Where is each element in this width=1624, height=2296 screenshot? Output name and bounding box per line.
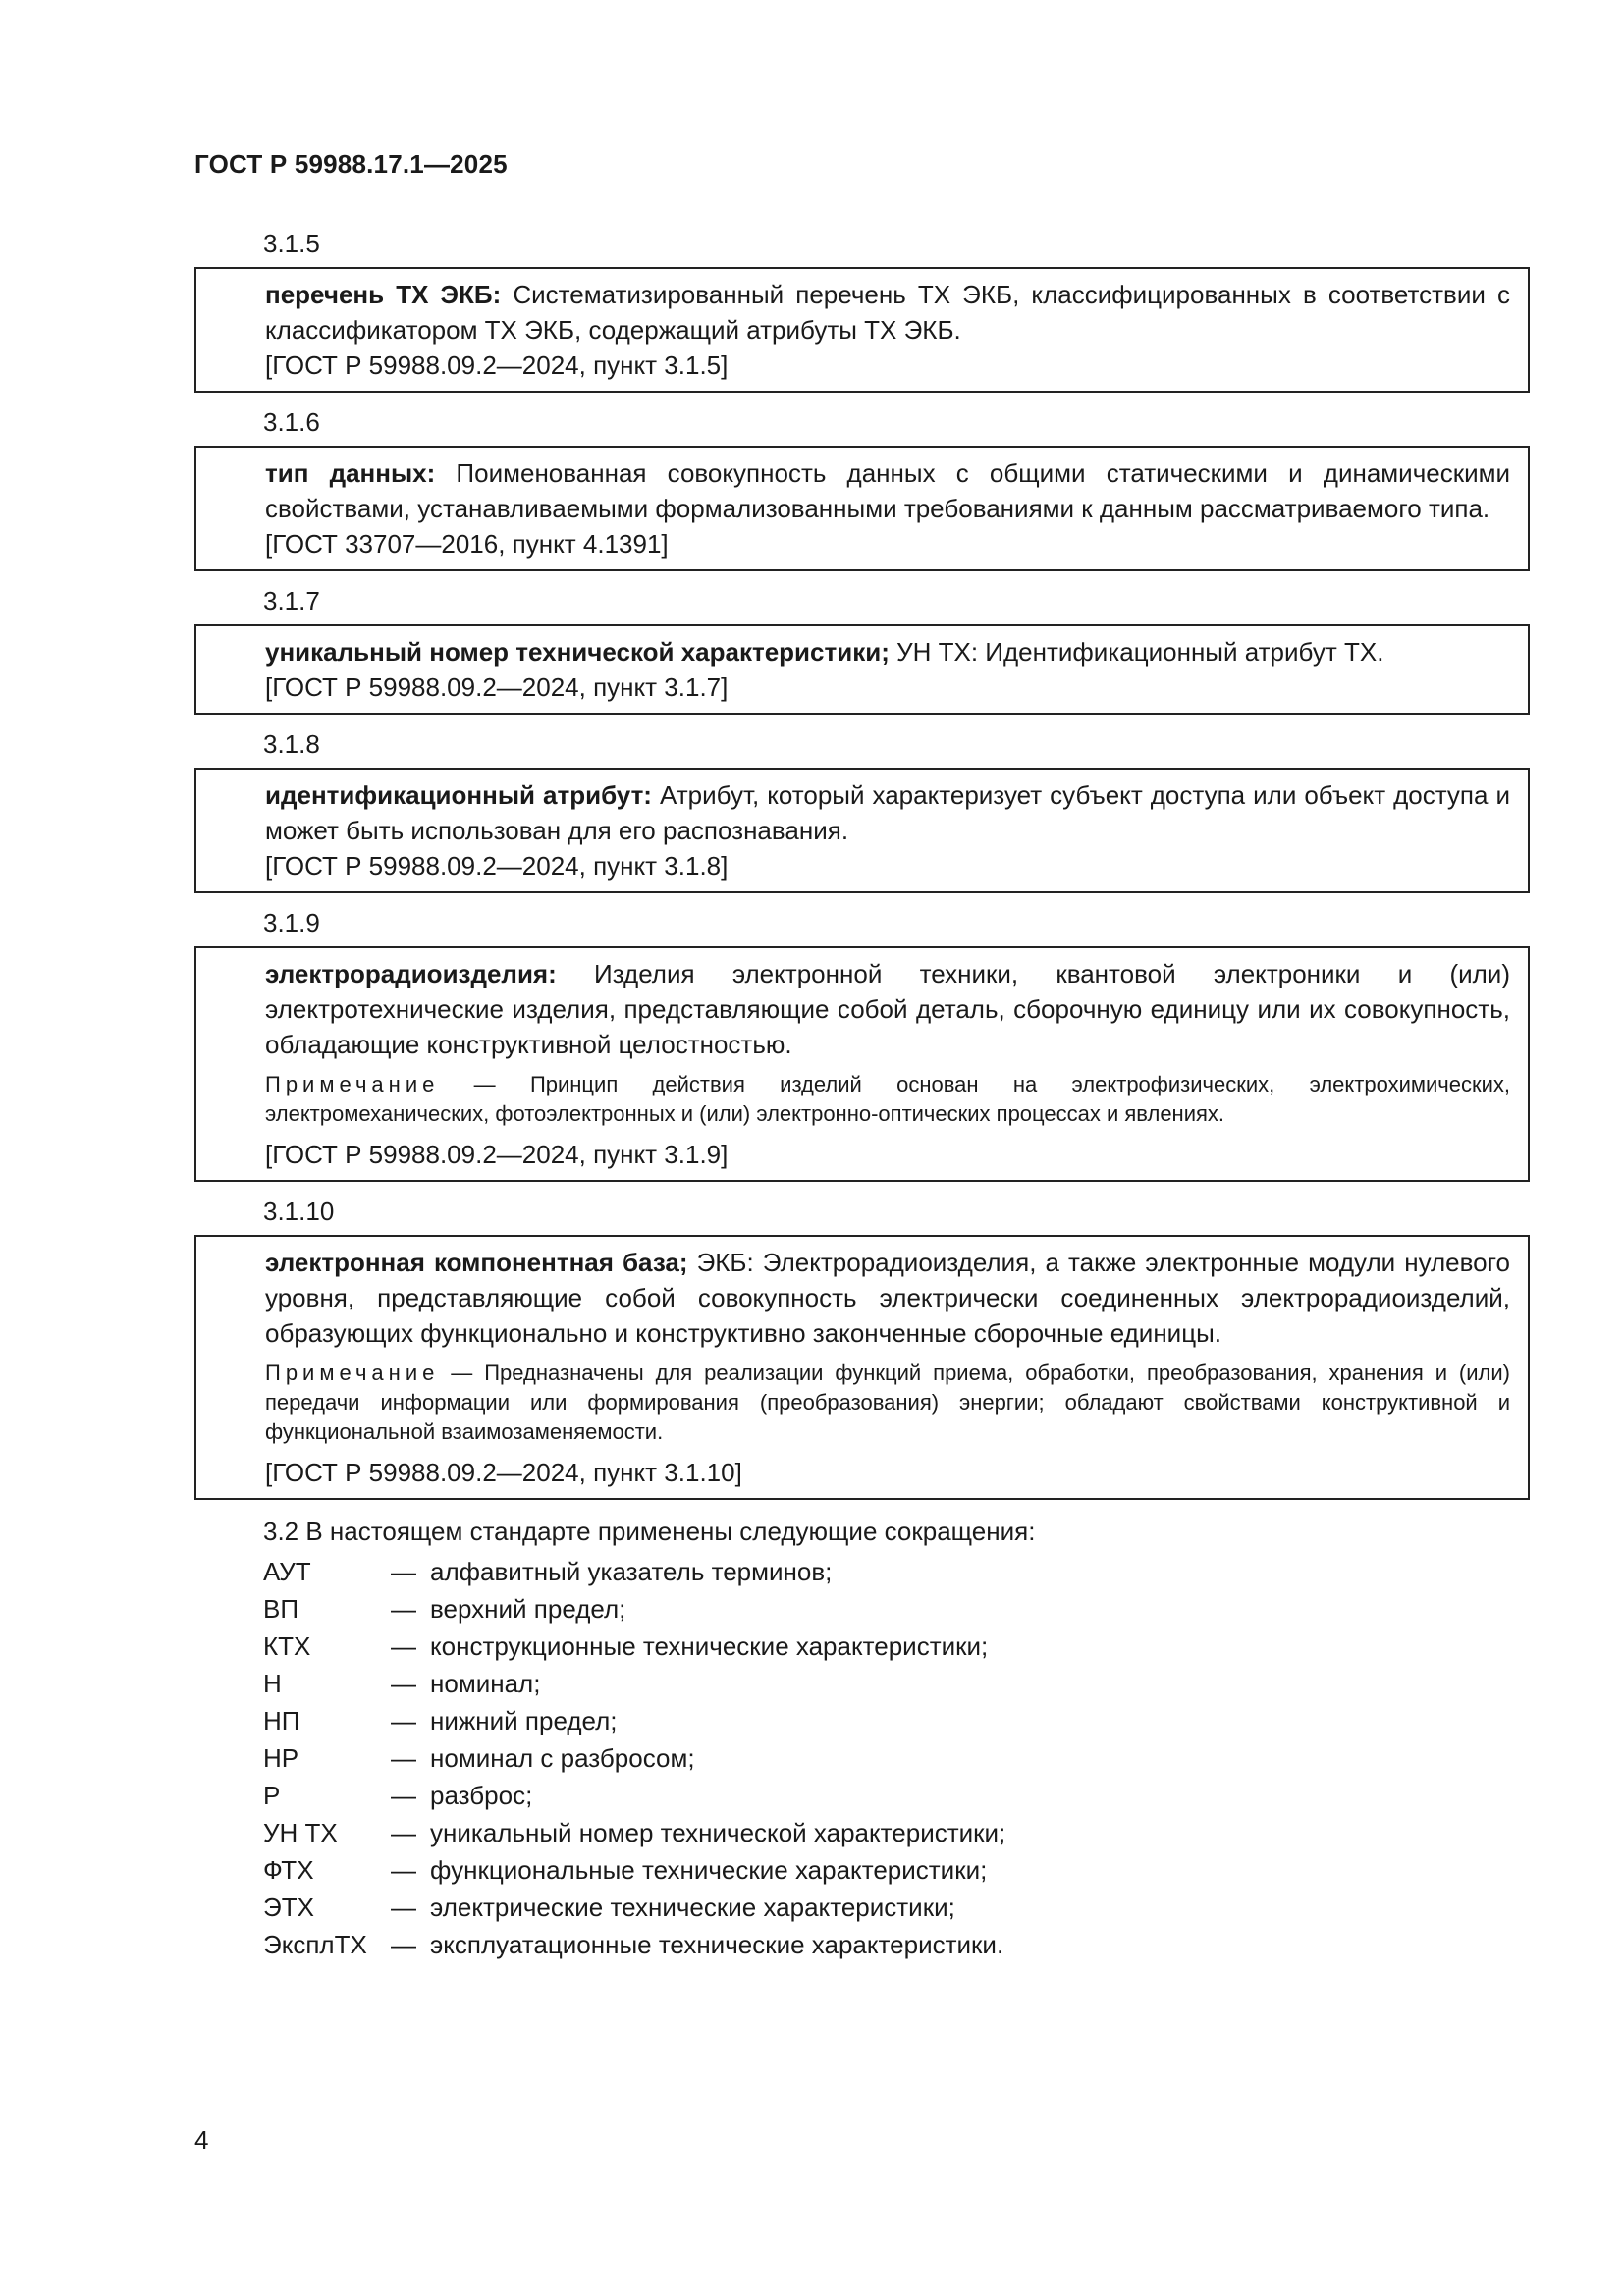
note-text: — Принцип действия изделий основан на электрофизических, электрохимических, электромеханических, фотоэлектронных и (или) электронно-оптических процессах и явлениях. [265, 1072, 1510, 1126]
page-number: 4 [194, 2125, 209, 2155]
term-definition-box [194, 946, 1530, 1182]
term-number: 3.1.6 [263, 407, 320, 437]
terms-section [194, 226, 1530, 1963]
abbr-code: НР [263, 1743, 299, 1773]
document-header: ГОСТ Р 59988.17.1—2025 [194, 149, 508, 179]
term-definition-box [194, 624, 1530, 715]
abbr-meaning: нижний предел; [430, 1706, 618, 1735]
term-definition [265, 277, 1510, 347]
abbr-dash: — [391, 1594, 416, 1624]
abbr-code: УН ТХ [263, 1818, 338, 1847]
term-definition-box [194, 768, 1530, 893]
list-item [263, 1889, 1005, 1926]
list-item [263, 1739, 1005, 1777]
abbr-meaning: функциональные технические характеристики; [430, 1855, 988, 1885]
abbr-meaning: алфавитный указатель терминов; [430, 1557, 833, 1586]
term-number: 3.1.8 [263, 729, 320, 759]
term-text: Изделия электронной техники, квантовой электроники и (или) электротехнические изделия, представляющие собой деталь, сборочную единицу или их совокупность, обладающие конструктивной целостностью. [265, 959, 1510, 1059]
abbreviations-list [263, 1553, 1005, 1963]
term-source: [ГОСТ Р 59988.09.2—2024, пункт 3.1.7] [265, 672, 729, 702]
term-definition [265, 777, 1510, 848]
term-text: УН ТХ: Идентификационный атрибут ТХ. [889, 637, 1384, 667]
term-source: [ГОСТ Р 59988.09.2—2024, пункт 3.1.10] [265, 1458, 742, 1487]
term-name: перечень ТХ ЭКБ: [265, 280, 502, 309]
abbr-dash: — [391, 1669, 416, 1698]
abbreviations-intro: 3.2 В настоящем стандарте применены следующие сокращения: [263, 1517, 1036, 1546]
abbr-code: АУТ [263, 1557, 311, 1586]
term-source: [ГОСТ Р 59988.09.2—2024, пункт 3.1.8] [265, 851, 729, 881]
abbr-meaning: номинал; [430, 1669, 541, 1698]
list-item [263, 1926, 1005, 1963]
abbr-code: ЭксплТХ [263, 1930, 367, 1959]
term-source: [ГОСТ 33707—2016, пункт 4.1391] [265, 529, 669, 559]
list-item [263, 1851, 1005, 1889]
abbr-code: ЭТХ [263, 1893, 314, 1922]
term-name: идентификационный атрибут: [265, 780, 652, 810]
list-item [263, 1777, 1005, 1814]
abbr-meaning: разброс; [430, 1781, 533, 1810]
list-item [263, 1702, 1005, 1739]
term-name: тип данных: [265, 458, 436, 488]
term-definition-box [194, 446, 1530, 571]
term-text: Поименованная совокупность данных с общими статическими и динамическими свойствами, устанавливаемыми формализованными требованиями к данным рассматриваемого типа. [265, 458, 1511, 523]
term-text: ЭКБ: Электрорадиоизделия, а также электронные модули нулевого уровня, представляющие собой совокупность электрически соединенных электрорадиоизделий, образующих функционально и конструктивно законченные сборочные единицы. [265, 1248, 1510, 1348]
term-definition-box [194, 1235, 1530, 1500]
list-item [263, 1814, 1005, 1851]
note-label: Примечание [265, 1072, 440, 1096]
abbr-dash: — [391, 1706, 416, 1735]
list-item [263, 1553, 1005, 1590]
abbr-dash: — [391, 1855, 416, 1885]
abbr-code: Н [263, 1669, 282, 1698]
term-note [265, 1070, 1510, 1129]
term-number: 3.1.10 [263, 1197, 335, 1226]
abbr-dash: — [391, 1818, 416, 1847]
note-label: Примечание [265, 1361, 440, 1385]
term-number: 3.1.9 [263, 908, 320, 937]
term-definition [265, 956, 1510, 1062]
abbr-dash: — [391, 1930, 416, 1959]
abbr-dash: — [391, 1631, 416, 1661]
term-definition [265, 634, 1510, 669]
abbr-meaning: уникальный номер технической характеристики; [430, 1818, 1006, 1847]
abbr-dash: — [391, 1781, 416, 1810]
list-item [263, 1628, 1005, 1665]
term-name: электронная компонентная база; [265, 1248, 688, 1277]
abbr-meaning: номинал с разбросом; [430, 1743, 695, 1773]
abbr-code: КТХ [263, 1631, 311, 1661]
term-definition [265, 455, 1510, 526]
term-name: электрорадиоизделия: [265, 959, 557, 988]
abbr-code: ФТХ [263, 1855, 314, 1885]
term-definition-box [194, 267, 1530, 393]
term-source: [ГОСТ Р 59988.09.2—2024, пункт 3.1.5] [265, 350, 729, 380]
abbr-meaning: конструкционные технические характеристики; [430, 1631, 989, 1661]
term-definition [265, 1245, 1510, 1351]
term-note [265, 1359, 1510, 1447]
term-source: [ГОСТ Р 59988.09.2—2024, пункт 3.1.9] [265, 1140, 729, 1169]
abbr-meaning: верхний предел; [430, 1594, 626, 1624]
term-number: 3.1.7 [263, 586, 320, 615]
list-item [263, 1665, 1005, 1702]
term-text: Атрибут, который характеризует субъект доступа или объект доступа и может быть использован для его распознавания. [265, 780, 1510, 845]
abbr-code: ВП [263, 1594, 299, 1624]
abbr-dash: — [391, 1743, 416, 1773]
abbr-dash: — [391, 1557, 416, 1586]
list-item [263, 1590, 1005, 1628]
term-name: уникальный номер технической характеристики; [265, 637, 890, 667]
term-number: 3.1.5 [263, 229, 320, 258]
term-text: Систематизированный перечень ТХ ЭКБ, классифицированных в соответствии с классификатором ТХ ЭКБ, содержащий атрибуты ТХ ЭКБ. [265, 280, 1510, 345]
abbr-dash: — [391, 1893, 416, 1922]
abbr-code: Р [263, 1781, 281, 1810]
abbr-meaning: эксплуатационные технические характеристики. [430, 1930, 1004, 1959]
abbr-code: НП [263, 1706, 300, 1735]
abbr-meaning: электрические технические характеристики; [430, 1893, 955, 1922]
note-text: — Предназначены для реализации функций приема, обработки, преобразования, хранения и (или) передачи информации или формирования (преобразования) энергии; обладают свойствами конструктивной и функциональной взаимозаменяемости. [265, 1361, 1510, 1444]
